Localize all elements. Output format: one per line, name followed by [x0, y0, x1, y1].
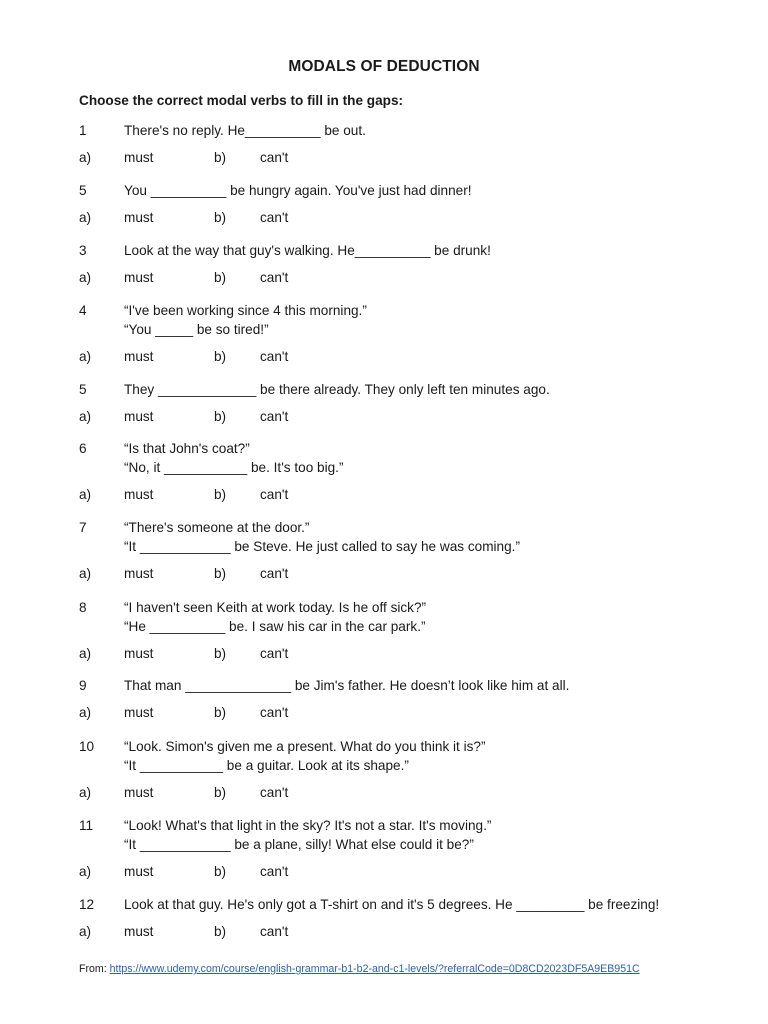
question-text: “Look! What's that light in the sky? It's not a star. It's moving.”: [124, 818, 492, 833]
question-text: “You _____ be so tired!”: [124, 322, 269, 337]
question-number: 10: [79, 739, 95, 754]
question-number: 9: [79, 678, 87, 693]
question-text: “I haven't seen Keith at work today. Is he off sick?”: [124, 600, 427, 615]
question-text: They _____________ be there already. They only left ten minutes ago.: [124, 382, 550, 397]
question-line: [0, 183, 768, 202]
question-line: [0, 818, 768, 837]
option-a-label: a): [79, 646, 92, 661]
option-a[interactable]: must: [124, 349, 154, 364]
option-a[interactable]: must: [124, 924, 154, 939]
source-note: [79, 963, 640, 975]
option-b-label: b): [214, 270, 227, 285]
option-a-label: a): [79, 864, 92, 879]
question-line: [0, 758, 768, 777]
question-number: 8: [79, 600, 87, 615]
question-text: “It ____________ be a plane, silly! What else could it be?”: [124, 837, 474, 852]
question-text: Look at the way that guy's walking. He__________ be drunk!: [124, 243, 491, 258]
question-line: [0, 382, 768, 401]
option-b-label: b): [214, 924, 227, 939]
question-line: [0, 123, 768, 142]
option-a[interactable]: must: [124, 270, 154, 285]
page-title: MODALS OF DEDUCTION: [288, 58, 480, 75]
answer-options: [0, 349, 768, 368]
option-b[interactable]: can't: [260, 566, 289, 581]
option-b[interactable]: can't: [260, 270, 289, 285]
question-text: There's no reply. He__________ be out.: [124, 123, 366, 138]
option-b[interactable]: can't: [260, 924, 289, 939]
answer-options: [0, 864, 768, 883]
answer-options: [0, 705, 768, 724]
question-text: “No, it ___________ be. It's too big.”: [124, 460, 344, 475]
option-b[interactable]: can't: [260, 409, 289, 424]
instructions: Choose the correct modal verbs to fill in the gaps:: [79, 93, 404, 108]
answer-options: [0, 487, 768, 506]
option-b[interactable]: can't: [260, 705, 289, 720]
question-line: [0, 739, 768, 758]
question-number: 1: [79, 123, 87, 138]
question-text: That man ______________ be Jim's father. He doesn’t look like him at all.: [124, 678, 570, 693]
option-a[interactable]: must: [124, 210, 154, 225]
option-b[interactable]: can't: [260, 785, 289, 800]
option-b[interactable]: can't: [260, 150, 289, 165]
answer-options: [0, 646, 768, 665]
question-number: 3: [79, 243, 87, 258]
option-a[interactable]: must: [124, 150, 154, 165]
option-a-label: a): [79, 409, 92, 424]
option-a-label: a): [79, 487, 92, 502]
option-b[interactable]: can't: [260, 349, 289, 364]
question-number: 11: [79, 818, 94, 833]
question-line: [0, 322, 768, 341]
question-line: [0, 303, 768, 322]
option-b-label: b): [214, 487, 227, 502]
question-text: “It ____________ be Steve. He just called to say he was coming.”: [124, 539, 520, 554]
question-line: [0, 243, 768, 262]
option-b-label: b): [214, 210, 227, 225]
question-number: 7: [79, 520, 87, 535]
option-b-label: b): [214, 785, 227, 800]
question-text: “Look. Simon's given me a present. What do you think it is?”: [124, 739, 486, 754]
question-line: [0, 520, 768, 539]
question-number: 12: [79, 897, 95, 912]
question-text: “There's someone at the door.”: [124, 520, 310, 535]
option-b-label: b): [214, 409, 227, 424]
question-line: [0, 619, 768, 638]
question-number: 5: [79, 382, 87, 397]
question-line: [0, 837, 768, 856]
option-a-label: a): [79, 270, 92, 285]
answer-options: [0, 150, 768, 169]
option-a[interactable]: must: [124, 646, 154, 661]
source-link[interactable]: https://www.udemy.com/course/english-grammar-b1-b2-and-c1-levels/?referralCode=0D8CD2023DF5A9EB951C: [109, 963, 640, 975]
option-a[interactable]: must: [124, 409, 154, 424]
question-line: [0, 600, 768, 619]
option-a[interactable]: must: [124, 864, 154, 879]
option-b[interactable]: can't: [260, 487, 289, 502]
question-text: “Is that John's coat?”: [124, 441, 250, 456]
option-b-label: b): [214, 864, 227, 879]
option-b-label: b): [214, 705, 227, 720]
answer-options: [0, 210, 768, 229]
option-a-label: a): [79, 210, 92, 225]
answer-options: [0, 409, 768, 428]
answer-options: [0, 924, 768, 943]
option-b[interactable]: can't: [260, 864, 289, 879]
question-line: [0, 897, 768, 916]
option-a-label: a): [79, 785, 92, 800]
question-text: You __________ be hungry again. You've just had dinner!: [124, 183, 472, 198]
option-a[interactable]: must: [124, 566, 154, 581]
question-number: 6: [79, 441, 87, 456]
question-line: [0, 441, 768, 460]
answer-options: [0, 785, 768, 804]
option-b-label: b): [214, 646, 227, 661]
question-line: [0, 539, 768, 558]
option-a-label: a): [79, 150, 92, 165]
option-a-label: a): [79, 566, 92, 581]
option-a[interactable]: must: [124, 785, 154, 800]
option-a[interactable]: must: [124, 487, 154, 502]
option-b[interactable]: can't: [260, 210, 289, 225]
option-b-label: b): [214, 349, 227, 364]
option-b[interactable]: can't: [260, 646, 289, 661]
option-b-label: b): [214, 566, 227, 581]
option-a-label: a): [79, 705, 92, 720]
option-a-label: a): [79, 924, 92, 939]
question-text: “It ___________ be a guitar. Look at its shape.”: [124, 758, 409, 773]
option-a[interactable]: must: [124, 705, 154, 720]
option-a-label: a): [79, 349, 92, 364]
question-number: 4: [79, 303, 87, 318]
question-line: [0, 678, 768, 697]
question-text: “He __________ be. I saw his car in the car park.”: [124, 619, 426, 634]
source-prefix: From:: [79, 963, 110, 975]
question-text: Look at that guy. He's only got a T-shirt on and it's 5 degrees. He _________ be freezing!: [124, 897, 660, 912]
question-text: “I've been working since 4 this morning.”: [124, 303, 367, 318]
question-line: [0, 460, 768, 479]
answer-options: [0, 270, 768, 289]
answer-options: [0, 566, 768, 585]
option-b-label: b): [214, 150, 227, 165]
question-number: 5: [79, 183, 87, 198]
